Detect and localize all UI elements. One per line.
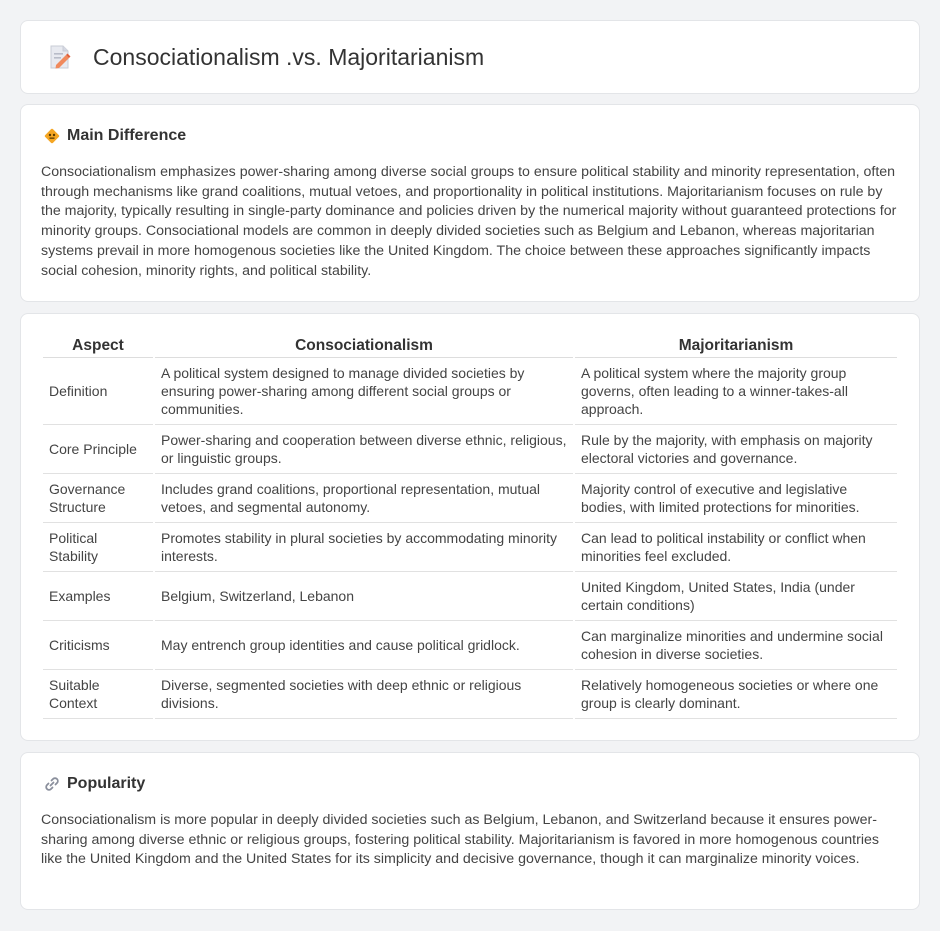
consociationalism-cell: Belgium, Switzerland, Lebanon (155, 572, 573, 621)
table-row (43, 474, 897, 523)
consociationalism-cell: Promotes stability in plural societies by accommodating minority interests. (155, 523, 573, 572)
link-icon (43, 775, 61, 793)
header-consociationalism: Consociationalism (155, 334, 573, 358)
table-row (43, 572, 897, 621)
popularity-section (20, 752, 920, 910)
majoritarianism-cell: United Kingdom, United States, India (under certain conditions) (575, 572, 897, 621)
majoritarianism-cell: Majority control of executive and legislative bodies, with limited protections for minorities. (575, 474, 897, 523)
table-header-row (43, 334, 897, 358)
comparison-section (20, 313, 920, 741)
aspect-cell: Examples (43, 572, 153, 621)
table-row (43, 425, 897, 474)
header-majoritarianism: Majoritarianism (575, 334, 897, 358)
table-row (43, 358, 897, 425)
aspect-cell: Definition (43, 358, 153, 425)
aspect-cell: Criticisms (43, 621, 153, 670)
aspect-cell: Suitable Context (43, 670, 153, 719)
page-title: Consociationalism .vs. Majoritarianism (93, 43, 485, 70)
consociationalism-cell: May entrench group identities and cause political gridlock. (155, 621, 573, 670)
comparison-table (41, 334, 899, 719)
consociationalism-cell: Power-sharing and cooperation between diverse ethnic, religious, or linguistic groups. (155, 425, 573, 474)
consociationalism-cell: Diverse, segmented societies with deep ethnic or religious divisions. (155, 670, 573, 719)
aspect-cell: Core Principle (43, 425, 153, 474)
table-row (43, 670, 897, 719)
main-difference-text: Consociationalism emphasizes power-sharing among diverse social groups to ensure political stability and minority representation, often through mechanisms like grand coalitions, mutual vetoes, and proportionality in political institutions. Majoritarianism focuses on rule by the majority, typically resulting in single-party dominance and policies driven by the numerical majority without guaranteed protections for minority groups. Consociational models are common in deeply divided societies such as Belgium and Lebanon, whereas majoritarian systems prevail in more homogenous societies like the United Kingdom. The choice between these approaches significantly impacts social cohesion, minority rights, and political stability. (41, 164, 897, 279)
consociationalism-cell: Includes grand coalitions, proportional representation, mutual vetoes, and segmental autonomy. (155, 474, 573, 523)
aspect-cell: Political Stability (43, 523, 153, 572)
consociationalism-cell: A political system designed to manage divided societies by ensuring power-sharing among different social groups or communities. (155, 358, 573, 425)
header-aspect: Aspect (43, 334, 153, 358)
main-difference-heading: Main Difference (67, 127, 187, 144)
majoritarianism-cell: Can marginalize minorities and undermine social cohesion in diverse societies. (575, 621, 897, 670)
document-edit-icon (47, 44, 73, 70)
table-row (43, 621, 897, 670)
diamond-sign-icon (43, 127, 61, 145)
title-card (20, 20, 920, 94)
majoritarianism-cell: Rule by the majority, with emphasis on majority electoral victories and governance. (575, 425, 897, 474)
majoritarianism-cell: Relatively homogeneous societies or where one group is clearly dominant. (575, 670, 897, 719)
majoritarianism-cell: Can lead to political instability or conflict when minorities feel excluded. (575, 523, 897, 572)
main-difference-section (20, 104, 920, 302)
table-row (43, 523, 897, 572)
popularity-text: Consociationalism is more popular in deeply divided societies such as Belgium, Lebanon, and Switzerland because it ensures power-sharing among diverse ethnic or religious groups, fostering political stability. Majoritarianism is favored in more homogenous countries like the United Kingdom and the United States for its simplicity and decisive governance, though it can marginalize minority voices. (41, 812, 879, 868)
popularity-heading: Popularity (67, 775, 146, 792)
aspect-cell: Governance Structure (43, 474, 153, 523)
majoritarianism-cell: A political system where the majority group governs, often leading to a winner-takes-all approach. (575, 358, 897, 425)
